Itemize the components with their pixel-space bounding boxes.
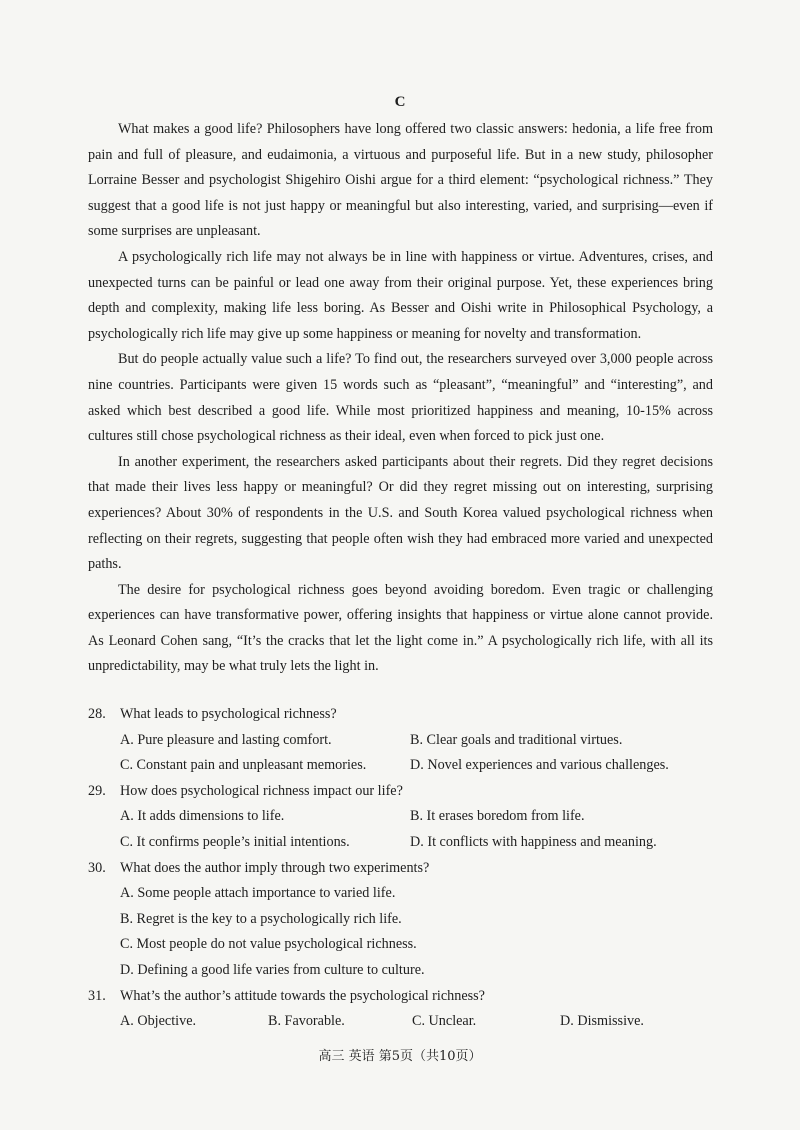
option-b[interactable]: B. Regret is the key to a psychologically rich life. <box>120 910 402 927</box>
question-31 <box>88 984 713 1035</box>
question-number: 28. <box>88 706 106 722</box>
option-a[interactable]: A. It adds dimensions to life. <box>120 808 285 825</box>
option-d[interactable]: D. Defining a good life varies from culture to culture. <box>120 961 425 978</box>
question-stem: How does psychological richness impact our life? <box>120 782 403 799</box>
option-b[interactable]: B. Clear goals and traditional virtues. <box>410 731 623 748</box>
question-stem: What leads to psychological richness? <box>120 706 337 722</box>
option-b[interactable]: B. Favorable. <box>268 1013 345 1030</box>
page-footer: 高三 英语 第5页（共10页） <box>318 1049 482 1064</box>
option-b[interactable]: B. It erases boredom from life. <box>410 808 585 825</box>
question-stem: What does the author imply through two experiments? <box>120 859 430 876</box>
option-a[interactable]: A. Objective. <box>120 1013 197 1030</box>
reading-passage <box>88 117 713 680</box>
option-a[interactable]: A. Some people attach importance to varied life. <box>120 885 396 902</box>
option-c[interactable]: C. Most people do not value psychological richness. <box>120 936 417 953</box>
question-30 <box>88 856 713 984</box>
option-c[interactable]: C. Constant pain and unpleasant memories. <box>120 757 367 774</box>
option-a[interactable]: A. Pure pleasure and lasting comfort. <box>120 731 332 748</box>
paragraph-4: In another experiment, the researchers asked participants about their regrets. Did they regret decisions that made their lives less happy or meaningful? Or did they regret missing out on interesting, surprising experiences? About 30% of respondents in the U.S. and South Korea valued psychological richness when reflecting on their regrets, suggesting that people often wish they had embraced more varied and unexpected paths. <box>88 453 713 573</box>
paragraph-2: A psychologically rich life may not always be in line with happiness or virtue. Adventures, crises, and unexpected turns can be painful or lead one away from their original purpose. Yet, these experiences bring depth and complexity, making life less boring. As Besser and Oishi write in Philosophical Psychology, a psychologically rich life may give up some happiness or meaning for novelty and transformation. <box>88 248 713 342</box>
question-stem: What’s the author’s attitude towards the psychological richness? <box>120 987 485 1004</box>
question-number: 31. <box>88 987 106 1004</box>
question-28 <box>88 702 713 779</box>
paragraph-3: But do people actually value such a life? To find out, the researchers surveyed over 3,000 people across nine countries. Participants were given 15 words such as “pleasant”, “meaningful” and “interesting”, and asked which best described a good life. While most prioritized happiness and meaning, 10-15% across cultures still chose psychological richness as their ideal, even when forced to pick just one. <box>88 351 713 445</box>
question-number: 29. <box>88 782 106 799</box>
option-d[interactable]: D. Dismissive. <box>560 1013 644 1030</box>
question-number: 30. <box>88 859 106 876</box>
option-d[interactable]: D. It conflicts with happiness and meaning. <box>410 833 657 850</box>
option-c[interactable]: C. Unclear. <box>412 1013 477 1030</box>
paragraph-1: What makes a good life? Philosophers have long offered two classic answers: hedonia, a life free from pain and full of pleasure, and eudaimonia, a virtuous and purposeful life. But in a new study, philosopher Lorraine Besser and psychologist Shigehiro Oishi argue for a third element: “psychological richness.” They suggest that a good life is not just happy or meaningful but also interesting, varied, and surprising—even if some surprises are unpleasant. <box>88 121 713 240</box>
question-list <box>88 702 713 1035</box>
paragraph-5: The desire for psychological richness goes beyond avoiding boredom. Even tragic or challenging experiences can have transformative power, offering insights that happiness or virtue alone cannot provide. As Leonard Cohen sang, “It’s the cracks that let the light come in.” A psychologically rich life, with all its unpredictability, may be what truly lets the light in. <box>88 581 713 675</box>
option-c[interactable]: C. It confirms people’s initial intentions. <box>120 833 350 850</box>
question-29 <box>88 779 713 856</box>
option-d[interactable]: D. Novel experiences and various challenges. <box>410 757 669 774</box>
section-heading: C <box>394 94 406 110</box>
